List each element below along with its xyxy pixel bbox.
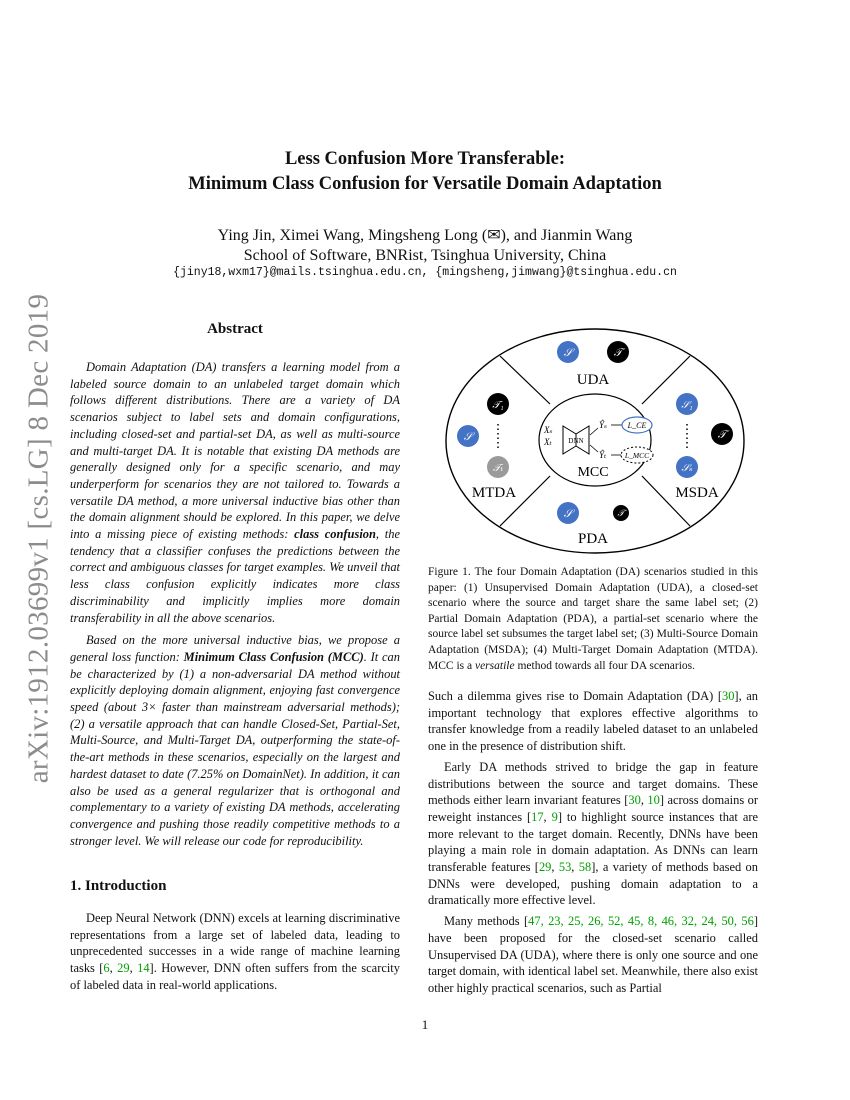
pda-label: PDA: [577, 531, 609, 547]
right-paragraph-3: [428, 913, 758, 997]
divider-bottom-right: [642, 476, 690, 526]
abstract-paragraph-2: [70, 632, 400, 849]
citation-link[interactable]: 6: [103, 961, 110, 976]
author-block: [80, 226, 770, 266]
right-p3-text-b: ] have been proposed for the closed-set scenario called Unsupervised DA (UDA), where there is only one source and one target domain, with identical label set. Meanwhile, there also exist other highly practical scenarios, such as Partial: [428, 914, 758, 995]
caption-text-a: Figure 1. The four Domain Adaptation (DA) scenarios studied in this paper: (1) Unsupervised Domain Adaptation (UDA), a closed-set scenario where the source and target share the same label set; (2) Partial Domain Adaptation (PDA), a partial-set scenario where the source label set subsumes the target label set; (3) Multi-Source Domain Adaptation (MSDA); (4) Multi-Target Domain Adaptation (MTDA). MCC is a: [428, 566, 758, 672]
mtda-source-label: 𝒮: [463, 431, 473, 443]
abstract-paragraph-1: [70, 359, 400, 626]
right-p2-text-d: ], a variety of methods based on DNNs were developed, pushing domain adaptation to a dramatically more effective level.: [428, 860, 758, 908]
citation-link[interactable]: 14: [137, 961, 150, 976]
input-xt-label: Xₜ: [544, 437, 552, 447]
lmcc-loss-label: L_MCC: [624, 451, 650, 460]
mcc-label: MCC: [577, 465, 609, 480]
abstract-p2-text-b: . It can be characterized by (1) a non-adversarial DA method without explicitly deploying domain alignment, enjoying fast convergence speed (about 3× faster than mainstream adversarial methods); (2) a versatile approach that can handle Closed-Set, Partial-Set, Multi-Source, and Multi-Target DA, outperforming the state-of-the-art methods in these scenarios, especially on the largest and hardest dataset to date (7.25% on DomainNet). In addition, it can also be used as a general regularizer that is orthogonal and complementary to a variety of existing DA methods, accelerating convergence and pushing those readily competitive methods to a stronger level. We will release our code for reproducibility.: [70, 649, 400, 848]
abstract-heading: Abstract: [207, 321, 263, 337]
divider-top-left: [500, 356, 550, 404]
caption-italic: versatile: [474, 659, 515, 672]
mtda-target-1-label: 𝒯₁: [492, 400, 504, 411]
right-column-body: [428, 688, 758, 1001]
right-p1-text-b: ], an important technology that explores effective algorithms to transfer knowledge from a readily labeled dataset to an unlabeled one in the presence of distribution shift.: [428, 689, 758, 754]
mtda-target-t-label: 𝒯ₜ: [492, 463, 504, 474]
mtda-label: MTDA: [471, 485, 517, 501]
right-p2-text-b: ] across domains or reweight instances [: [428, 793, 759, 824]
citation-link[interactable]: 9: [551, 809, 558, 824]
author-names: Ying Jin, Ximei Wang, Mingsheng Long (✉), and Jianmin Wang: [217, 227, 633, 244]
figure-caption: [428, 565, 758, 674]
right-paragraph-2: Early DA methods strived to bridge the gap in feature distributions between the source and target domains. These methods either learn invariant features [30, 10] across domains or reweight instances [17, 9] to highlight source instances that are more relevant to the target domain. Recently, DNNs have been playing a main role in domain adaptation. As DNNs can learn transferable features [29, 53, 58], a variety of methods based on DNNs were developed, pushing domain adaptation to a dramatically more effective level.: [428, 759, 759, 908]
citation-link-group[interactable]: 47, 23, 25, 26, 52, 45, 8, 46, 32, 24, 50, 56: [528, 914, 754, 929]
citation-link[interactable]: 30: [721, 689, 735, 703]
right-paragraph-1: [428, 688, 758, 755]
msda-source-1-label: 𝒮₁: [681, 400, 693, 411]
abstract-p2-bold: Minimum Class Confusion (MCC): [183, 649, 364, 664]
citation-link[interactable]: 58: [578, 860, 592, 875]
uda-target-label: 𝒯: [613, 347, 623, 359]
citation-link[interactable]: 17: [531, 809, 544, 824]
title-line-2: Minimum Class Confusion for Versatile Domain Adaptation: [188, 174, 662, 194]
abstract-p1-bold: class confusion: [294, 527, 376, 542]
paper-title: [80, 147, 770, 197]
intro-p1-text-b: ]. However, DNN often suffers from the scarcity of labeled data in real-world applications.: [70, 961, 400, 992]
intro-body: [70, 910, 400, 998]
arxiv-id-text: arXiv:1912.03699v1 [cs.LG] 8 Dec 2019: [22, 293, 55, 783]
arxiv-identifier: [16, 293, 62, 783]
caption-text-b: method towards all four DA scenarios.: [514, 659, 696, 672]
dnn-label: DNN: [568, 437, 584, 445]
title-line-1: Less Confusion More Transferable:: [284, 149, 566, 169]
prediction-ys-label: Ŷₛ: [599, 420, 608, 430]
msda-target-label: 𝒯: [717, 429, 727, 441]
citation-link[interactable]: 53: [558, 860, 572, 875]
pda-source-label: 𝒮: [563, 508, 573, 520]
right-p1-text-a: Such a dilemma gives rise to Domain Adaptation (DA) [: [428, 689, 722, 703]
citation-link[interactable]: 29: [538, 860, 552, 875]
intro-heading: 1. Introduction: [70, 878, 167, 894]
right-p2-text-a: Early DA methods strived to bridge the gap in feature distributions between the source and target domains. These methods either learn invariant features [: [428, 759, 758, 808]
citation-link[interactable]: 30: [628, 793, 641, 808]
author-affiliation: School of Software, BNRist, Tsinghua University, China: [243, 247, 607, 264]
author-emails: {jiny18,wxm17}@mails.tsinghua.edu.cn, {mingsheng,jimwang}@tsinghua.edu.cn: [173, 266, 677, 279]
page-number: 1: [421, 1017, 429, 1032]
abstract-p2-text-a: Based on the more universal inductive bias, we propose a general loss function:: [70, 633, 400, 664]
abstract-p1-text-a: Domain Adaptation (DA) transfers a learning model from a labeled source domain to an unlabeled target domain which follows different distributions. There are a variety of DA scenarios subject to label sets and domain configurations, including closed-set and partial-set DA, as well as multi-source and multi-target DA. It is notable that existing DA methods are generally designed only for a specific scenario, and may underperform for scenarios they are not tailored to. Towards a versatile DA method, a more universal inductive bias other than the domain alignment should be explored. In this paper, we delve into a missing piece of existing methods:: [70, 360, 400, 542]
abstract-body: [70, 359, 400, 855]
uda-label: UDA: [576, 372, 610, 388]
prediction-yt-label: Ŷₜ: [599, 450, 607, 460]
lce-loss-label: L_CE: [627, 421, 647, 430]
right-p2-text-c: ] to highlight source instances that are more relevant to the target domain. Recently, DNNs have been playing a main role in domain adaptation. As DNNs can learn transferable features [: [428, 809, 759, 875]
citation-link[interactable]: 29: [117, 961, 130, 976]
abstract-p1-text-b: , the tendency that a classifier confuses the predictions between the correct and ambiguous classes for target examples. We unveil that less class confusion explicitly indicates more class discriminability and implicitly implies more domain transferability in all the above scenarios.: [70, 527, 400, 625]
divider-bottom-left: [500, 476, 550, 526]
intro-p1-text-a: Deep Neural Network (DNN) excels at learning discriminative representations from a large set of labeled data, leading to unprecedented successes in a wide range of machine learning tasks [: [70, 911, 400, 976]
pda-target-label: 𝒯: [617, 508, 625, 518]
citation-link[interactable]: 10: [647, 793, 660, 808]
uda-source-label: 𝒮: [563, 347, 573, 359]
intro-paragraph-1: Deep Neural Network (DNN) excels at learning discriminative representations from a large set of labeled data, leading to unprecedented successes in a wide range of machine learning tasks [6, 29, 14]. However, DNN often suffers from the scarcity of labeled data in real-world applications.: [70, 911, 400, 992]
msda-source-s-label: 𝒮ₛ: [681, 463, 693, 474]
right-p3-text-a: Many methods [: [444, 914, 529, 929]
msda-label: MSDA: [675, 485, 719, 501]
input-xs-label: Xₛ: [544, 425, 553, 435]
da-scenarios-diagram: [442, 326, 748, 566]
